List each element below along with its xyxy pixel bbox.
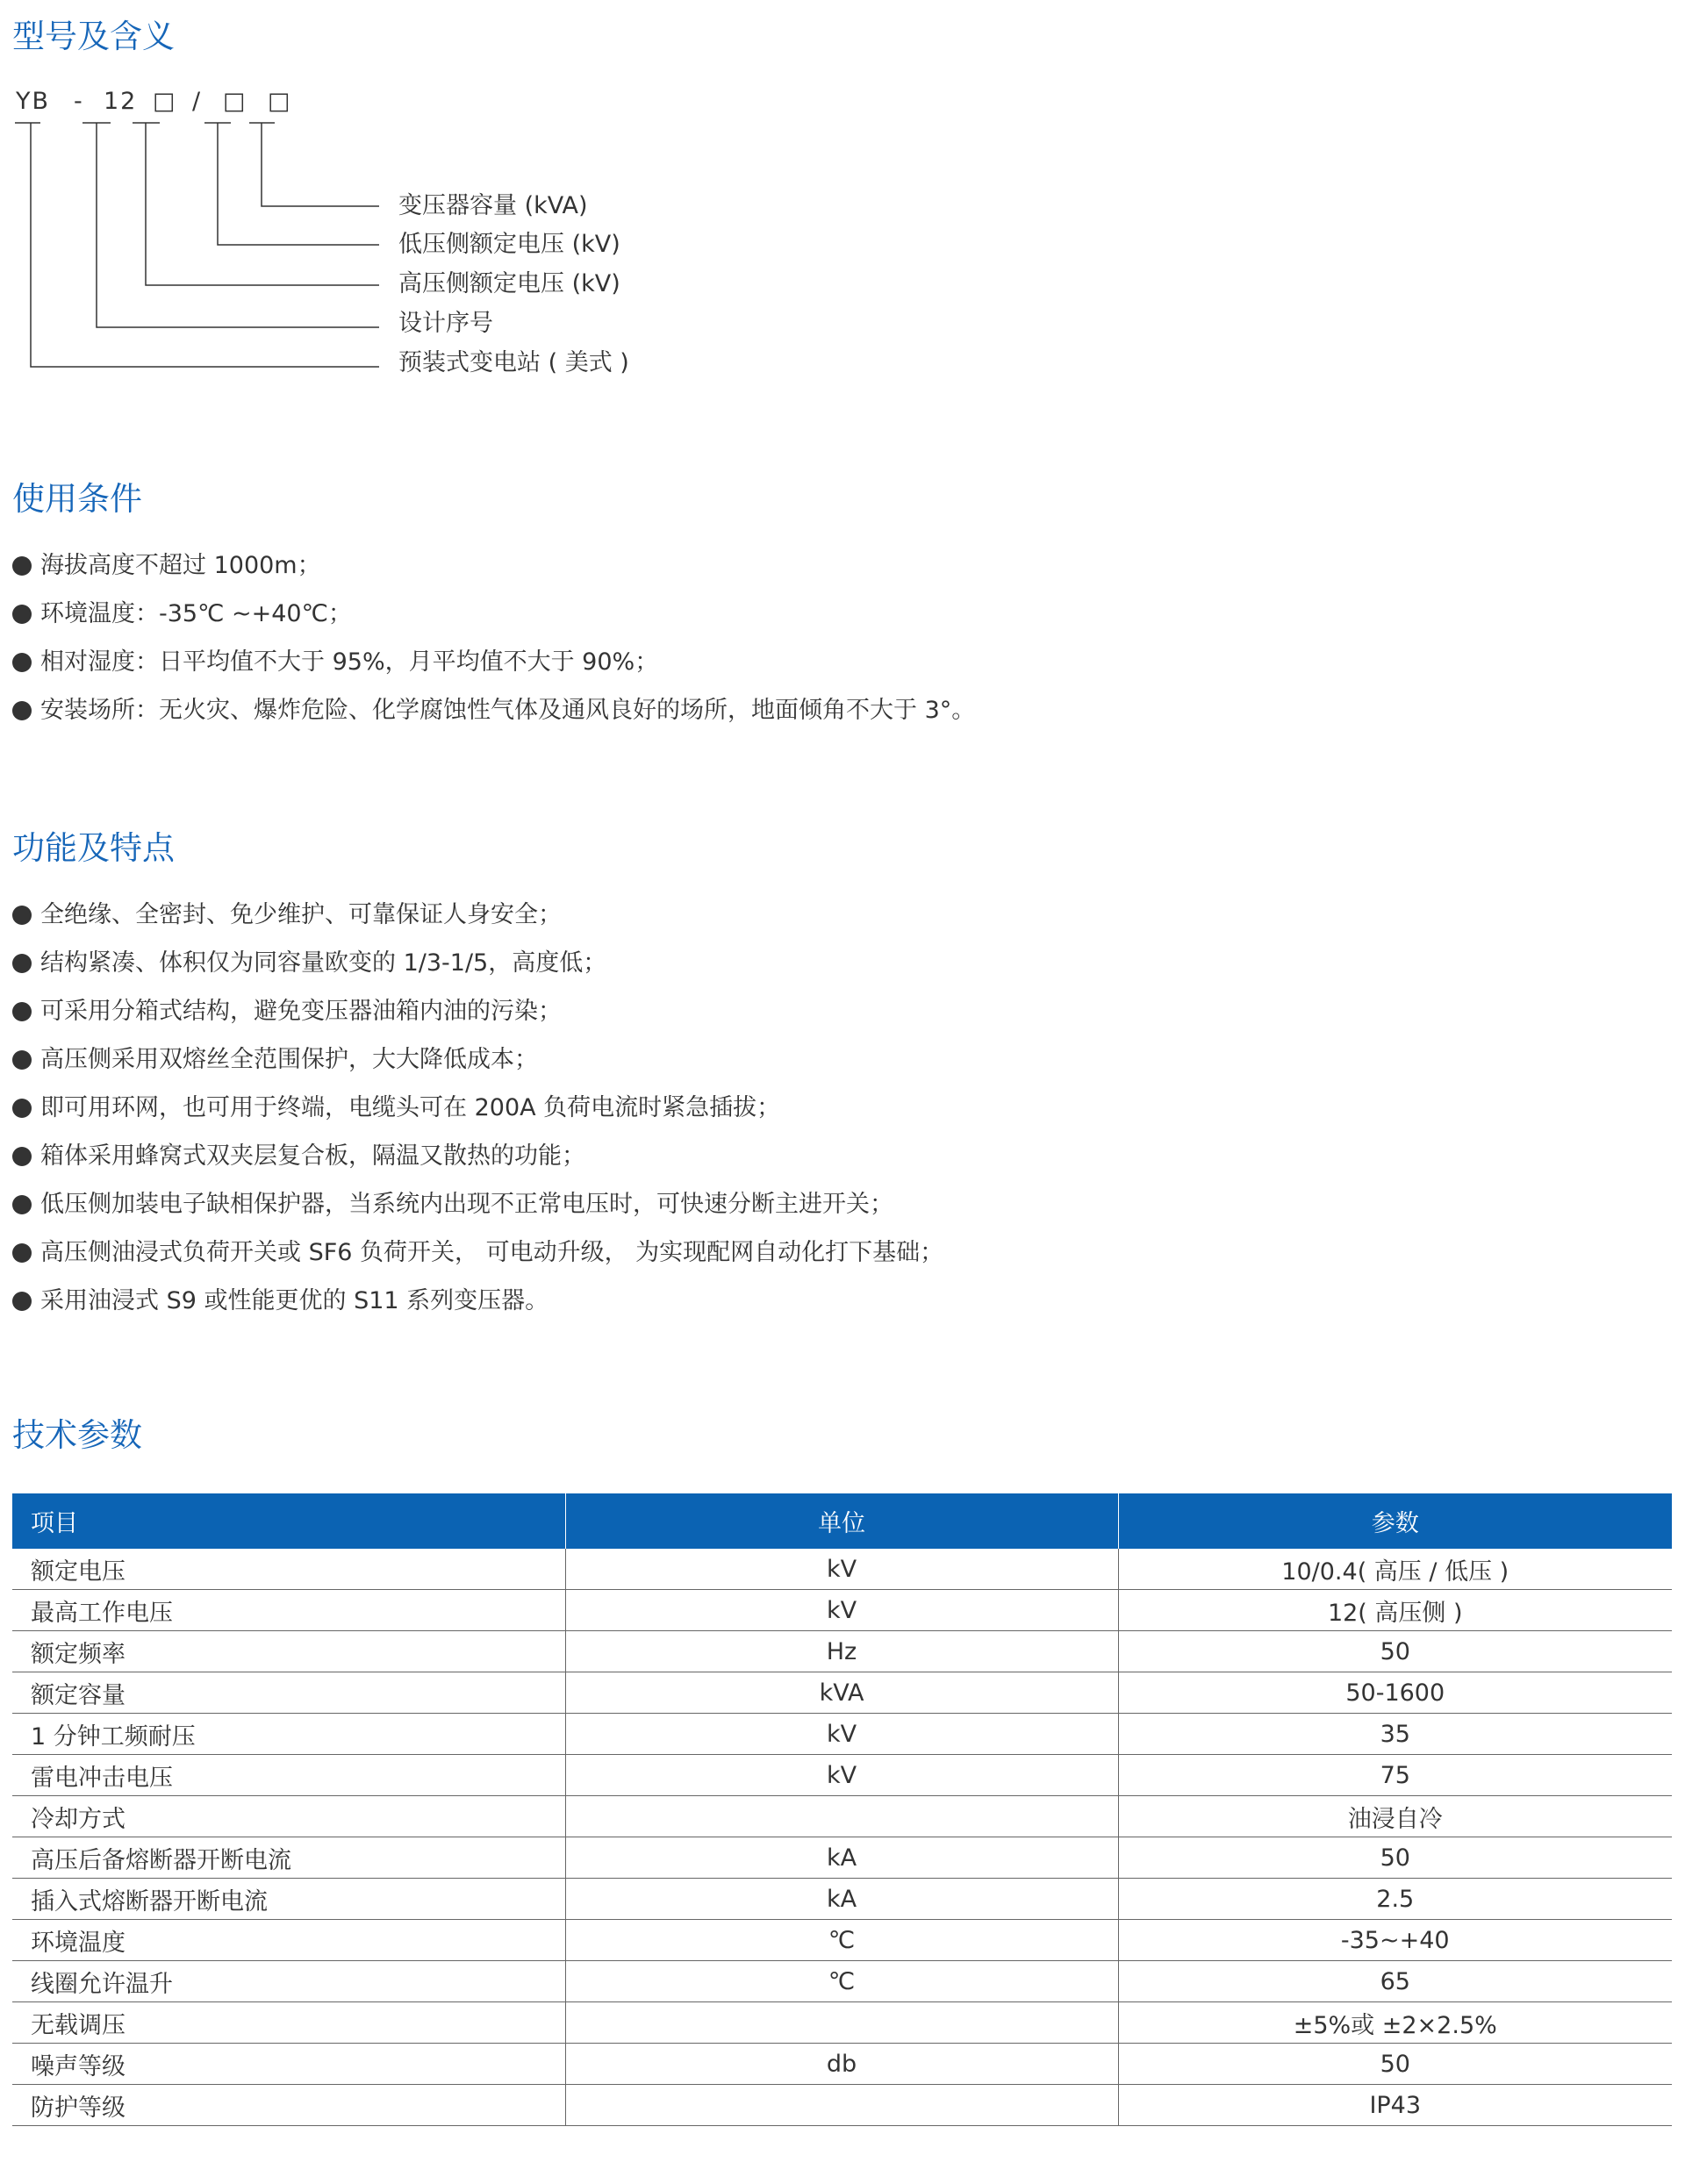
list-item: 安装场所：无火灾、爆炸危险、化学腐蚀性气体及通风良好的场所，地面倾角不大于 3°。	[12, 686, 975, 734]
legend-hv-voltage: 高压侧额定电压 (kV)	[398, 270, 620, 297]
table-header-row	[12, 1493, 1672, 1549]
list-item: 海拔高度不超过 1000m；	[12, 541, 975, 590]
bullet-icon	[12, 1002, 32, 1021]
leader-lv-voltage	[218, 123, 379, 245]
table-row: 雷电冲击电压 kV 75	[12, 1755, 1672, 1796]
table-row: 防护等级 IP43	[12, 2085, 1672, 2126]
bullet-icon	[12, 556, 32, 576]
model-code-dash: -	[74, 88, 84, 115]
leader-capacity	[262, 123, 379, 206]
table-row: 额定电压 kV 10/0.4( 高压 / 低压 )	[12, 1549, 1672, 1590]
model-code-slash: /	[192, 88, 203, 115]
leader-design-no	[97, 123, 379, 327]
list-item: 采用油浸式 S9 或性能更优的 S11 系列变压器。	[12, 1277, 943, 1325]
model-code-series: 12	[104, 88, 138, 115]
list-item: 环境温度：-35℃ ~+40℃；	[12, 590, 975, 638]
legend-capacity: 变压器容量 (kVA)	[398, 192, 588, 219]
table-row: 高压后备熔断器开断电流 kA 50	[12, 1837, 1672, 1879]
list-item: 结构紧凑、体积仅为同容量欧变的 1/3-1/5，高度低；	[12, 939, 943, 987]
model-code-box-3: □	[268, 88, 292, 115]
table-row: 无载调压 ±5%或 ±2×2.5%	[12, 2002, 1672, 2044]
leader-hv-voltage	[146, 123, 379, 285]
table-row: 1 分钟工频耐压 kV 35	[12, 1714, 1672, 1755]
model-legend-lines	[0, 0, 1685, 386]
header-item: 项目	[12, 1493, 565, 1549]
bullet-icon	[12, 906, 32, 925]
list-item: 高压侧油浸式负荷开关或 SF6 负荷开关， 可电动升级， 为实现配网自动化打下基础；	[12, 1228, 943, 1277]
list-item: 全绝缘、全密封、免少维护、可靠保证人身安全；	[12, 891, 943, 939]
header-value: 参数	[1118, 1493, 1672, 1549]
list-item: 相对湿度：日平均值不大于 95%，月平均值不大于 90%；	[12, 638, 975, 686]
bullet-icon	[12, 1050, 32, 1070]
table-row: 最高工作电压 kV 12( 高压侧 )	[12, 1590, 1672, 1631]
bullet-icon	[12, 1099, 32, 1118]
legend-lv-voltage: 低压侧额定电压 (kV)	[398, 231, 620, 258]
header-unit: 单位	[565, 1493, 1118, 1549]
section-title-model: 型号及含义	[12, 18, 175, 55]
bullet-icon	[12, 605, 32, 624]
conditions-list	[12, 541, 975, 734]
bullet-icon	[12, 653, 32, 672]
table-row: 额定频率 Hz 50	[12, 1631, 1672, 1672]
bullet-icon	[12, 701, 32, 720]
params-table	[12, 1493, 1672, 2126]
table-row: 冷却方式 油浸自冷	[12, 1796, 1672, 1837]
model-code-box-2: □	[223, 88, 247, 115]
table-row: 噪声等级 db 50	[12, 2044, 1672, 2085]
table-row: 线圈允许温升 ℃ 65	[12, 1961, 1672, 2002]
bullet-icon	[12, 1147, 32, 1166]
model-code-box-1: □	[153, 88, 177, 115]
bullet-icon	[12, 1195, 32, 1214]
list-item: 高压侧采用双熔丝全范围保护，大大降低成本；	[12, 1035, 943, 1084]
list-item: 即可用环网，也可用于终端，电缆头可在 200A 负荷电流时紧急插拔；	[12, 1084, 943, 1132]
features-list	[12, 891, 943, 1325]
bullet-icon	[12, 1292, 32, 1311]
list-item: 箱体采用蜂窝式双夹层复合板，隔温又散热的功能；	[12, 1132, 943, 1180]
legend-substation: 预装式变电站 ( 美式 )	[398, 349, 629, 376]
section-title-features: 功能及特点	[12, 829, 175, 867]
bullet-icon	[12, 954, 32, 973]
table-row: 环境温度 ℃ -35~+40	[12, 1920, 1672, 1961]
legend-design-no: 设计序号	[398, 310, 493, 337]
table-row: 额定容量 kVA 50-1600	[12, 1672, 1672, 1714]
list-item: 低压侧加装电子缺相保护器，当系统内出现不正常电压时，可快速分断主进开关；	[12, 1180, 943, 1228]
bullet-icon	[12, 1243, 32, 1263]
section-title-params: 技术参数	[12, 1416, 142, 1454]
list-item: 可采用分箱式结构，避免变压器油箱内油的污染；	[12, 987, 943, 1035]
table-row: 插入式熔断器开断电流 kA 2.5	[12, 1879, 1672, 1920]
section-title-conditions: 使用条件	[12, 480, 142, 518]
model-code-yb: YB	[16, 88, 51, 115]
